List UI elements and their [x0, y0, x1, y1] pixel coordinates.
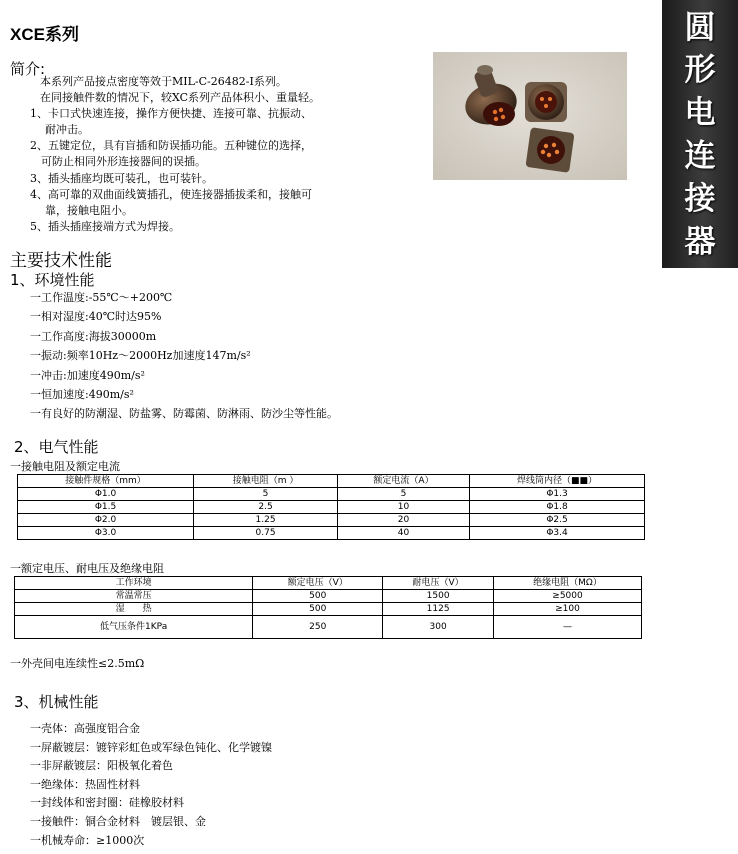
env-item: 一工作高度:海拔30000m — [30, 329, 157, 343]
table-header-cell: 额定电压（V） — [253, 577, 383, 590]
table-cell: 0.75 — [194, 527, 338, 540]
connector-photo — [433, 52, 627, 180]
table-cell: Φ3.0 — [18, 527, 194, 540]
mech-item: 一机械寿命：≥1000次 — [30, 833, 145, 847]
category-sidebar — [662, 0, 738, 268]
table-header-row — [18, 475, 645, 488]
table-cell: 250 — [253, 616, 383, 639]
table-cell: 低气压条件1KPa — [15, 616, 253, 639]
table-cell: 1125 — [383, 603, 494, 616]
mech-item: 一非屏蔽镀层：阳极氧化着色 — [30, 759, 173, 773]
table-header-cell: 接触件规格（mm） — [18, 475, 194, 488]
table-row — [18, 514, 645, 527]
intro-line: 可防止相同外形连接器间的误插。 — [41, 155, 206, 169]
table-cell: Φ3.4 — [470, 527, 645, 540]
intro-line: 2、五键定位，具有盲插和防误插功能。五种键位的选择， — [30, 139, 312, 153]
table-header-cell: 耐电压（V） — [383, 577, 494, 590]
intro-line: 1、卡口式快速连接，操作方便快捷、连接可靠、抗振动、 — [30, 107, 312, 121]
env-item: 一工作温度:-55℃～+200℃ — [30, 291, 173, 304]
mech-item: 一屏蔽镀层：镀锌彩虹色或军绿色钝化、化学镀镍 — [30, 740, 272, 754]
env-heading: 1、环境性能 — [10, 271, 95, 289]
table-header-cell: 额定电流（A） — [337, 475, 469, 488]
env-list — [30, 289, 338, 425]
env-item: 一恒加速度:490m/s² — [30, 387, 134, 401]
sidebar-char: 连 — [684, 138, 716, 174]
table-cell: 2.5 — [194, 501, 338, 514]
sidebar-char: 接 — [684, 181, 716, 217]
elec-heading: 2、电气性能 — [14, 438, 99, 456]
table-header-cell: 绝缘电阻（MΩ） — [494, 577, 642, 590]
table-header-cell: 焊线筒内径（■■） — [470, 475, 645, 488]
mech-heading: 3、机械性能 — [14, 693, 99, 711]
table-row — [15, 603, 642, 616]
mech-item: 一壳体：高强度铝合金 — [30, 722, 140, 735]
main-heading: 主要技术性能 — [10, 251, 112, 271]
table-cell: 5 — [194, 488, 338, 501]
table-header-row — [15, 577, 642, 590]
mech-item: 一封线体和密封圈：硅橡胶材料 — [30, 796, 184, 810]
env-item: 一冲击:加速度490m/s² — [30, 368, 145, 382]
intro-line: 5、插头插座接端方式为焊接。 — [30, 219, 180, 233]
table-header-cell: 工作环境 — [15, 577, 253, 590]
table-cell: Φ1.5 — [18, 501, 194, 514]
table-cell: — — [494, 616, 642, 639]
intro-heading: 简介: — [10, 60, 46, 78]
intro-line: 耐冲击。 — [45, 123, 89, 137]
intro-line: 本系列产品接点密度等效于MIL-C-26482-Ⅰ系列。 — [40, 75, 287, 88]
mech-item: 一绝缘体：热固性材料 — [30, 777, 140, 791]
table-cell: 常温常压 — [15, 590, 253, 603]
mech-item: 一接触件：铜合金材料 镀层银、金 — [30, 814, 206, 828]
env-item: 一相对湿度:40℃时达95% — [30, 310, 162, 324]
table-cell: ≥100 — [494, 603, 642, 616]
table-cell: Φ1.0 — [18, 488, 194, 501]
table-cell: 10 — [337, 501, 469, 514]
shell-continuity-line: 一外壳间电连续性≤2.5mΩ — [10, 657, 145, 670]
sidebar-char: 器 — [684, 224, 716, 260]
sidebar-char: 形 — [684, 52, 716, 88]
table-cell: 湿 热 — [15, 603, 253, 616]
intro-line: 在同接触件数的情况下，较XC系列产品体积小、重量轻。 — [40, 91, 321, 105]
sidebar-char: 圆 — [684, 10, 716, 46]
table-cell: 5 — [337, 488, 469, 501]
contact-subheading: 一接触电阻及额定电流 — [10, 460, 120, 473]
contact-table — [17, 474, 645, 540]
table-cell: 300 — [383, 616, 494, 639]
table-header-cell: 接触电阻（m ） — [194, 475, 338, 488]
voltage-subheading: 一额定电压、耐电压及绝缘电阻 — [10, 562, 164, 575]
table-row — [18, 501, 645, 514]
table-cell: Φ2.0 — [18, 514, 194, 527]
table-cell: 500 — [253, 590, 383, 603]
sidebar-char: 电 — [684, 95, 716, 131]
table-cell: 40 — [337, 527, 469, 540]
table-cell: 1500 — [383, 590, 494, 603]
page-title: XCE系列 — [10, 25, 79, 44]
table-cell: Φ1.3 — [470, 488, 645, 501]
env-item: 一振动:频率10Hz～2000Hz加速度147m/s² — [30, 349, 251, 363]
table-row — [15, 590, 642, 603]
table-cell: ≥5000 — [494, 590, 642, 603]
intro-line: 3、插头插座均既可装孔，也可装针。 — [30, 171, 213, 185]
env-item: 一有良好的防潮湿、防盐雾、防霉菌、防淋雨、防沙尘等性能。 — [30, 407, 338, 421]
table-cell: 500 — [253, 603, 383, 616]
table-cell: Φ2.5 — [470, 514, 645, 527]
table-cell: Φ1.8 — [470, 501, 645, 514]
intro-line: 4、高可靠的双曲面线簧插孔，使连接器插拔柔和，接触可 — [30, 187, 312, 201]
intro-text — [30, 74, 320, 235]
table-cell: 20 — [337, 514, 469, 527]
table-row — [18, 488, 645, 501]
intro-line: 靠，接触电阻小。 — [45, 203, 133, 217]
voltage-table — [14, 576, 642, 639]
mech-list — [30, 720, 272, 850]
table-cell: 1.25 — [194, 514, 338, 527]
table-row — [18, 527, 645, 540]
table-row — [15, 616, 642, 639]
